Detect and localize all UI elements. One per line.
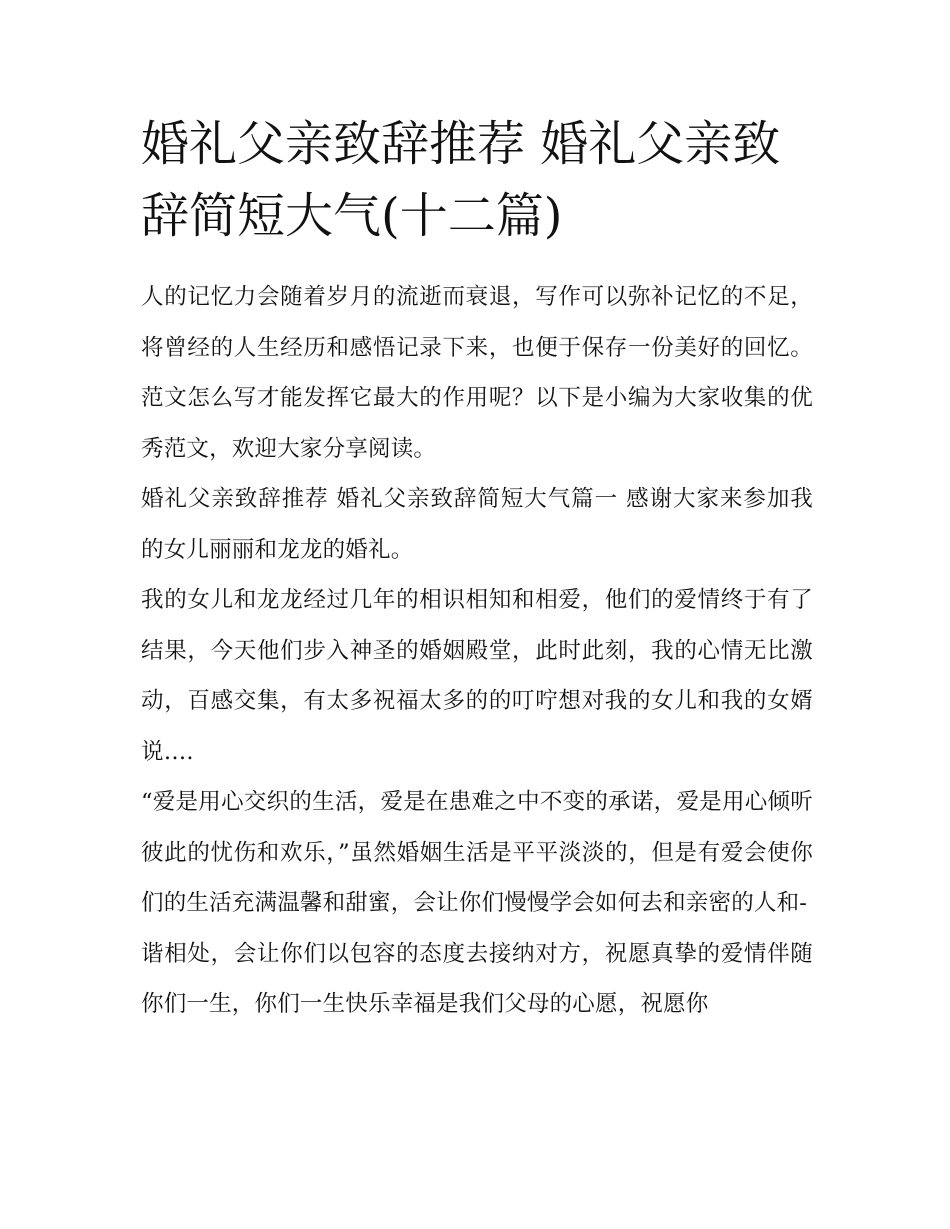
paragraph-3: “爱是用心交织的生活，爱是在患难之中不变的承诺，爱是用心倾听彼此的忧伤和欢乐，”虽然婚姻生活是平平淡淡的，但是有爱会使你们的生活充满温馨和甜蜜，会让你们慢慢学会如何去和亲密的人和-	[141, 789, 813, 916]
document-content	[141, 108, 813, 1030]
document-body	[141, 272, 813, 1030]
paragraph-heading-1: 婚礼父亲致辞推荐 婚礼父亲致辞简短大气篇一 感谢大家来参加我的女儿丽丽和龙龙的婚礼。	[141, 486, 813, 563]
paragraph-intro: 人的记忆力会随着岁月的流逝而衰退，写作可以弥补记忆的不足，将曾经的人生经历和感悟记录下来，也便于保存一份美好的回忆。范文怎么写才能发挥它最大的作用呢？以下是小编为大家收集的优秀范文，欢迎大家分享阅读。	[141, 284, 813, 462]
paragraph-2: 我的女儿和龙龙经过几年的相识相知和相爱，他们的爱情终于有了结果，今天他们步入神圣的婚姻殿堂，此时此刻，我的心情无比激动，百感交集，有太多祝福太多的的叮咛想对我的女儿和我的女婿说….	[141, 587, 813, 765]
paragraph-4: 谐相处，会让你们以包容的态度去接纳对方，祝愿真挚的爱情伴随你们一生，你们一生快乐幸福是我们父母的心愿，祝愿你	[141, 940, 813, 1017]
document-title: 婚礼父亲致辞推荐 婚礼父亲致辞简短大气(十二篇)	[141, 116, 781, 244]
